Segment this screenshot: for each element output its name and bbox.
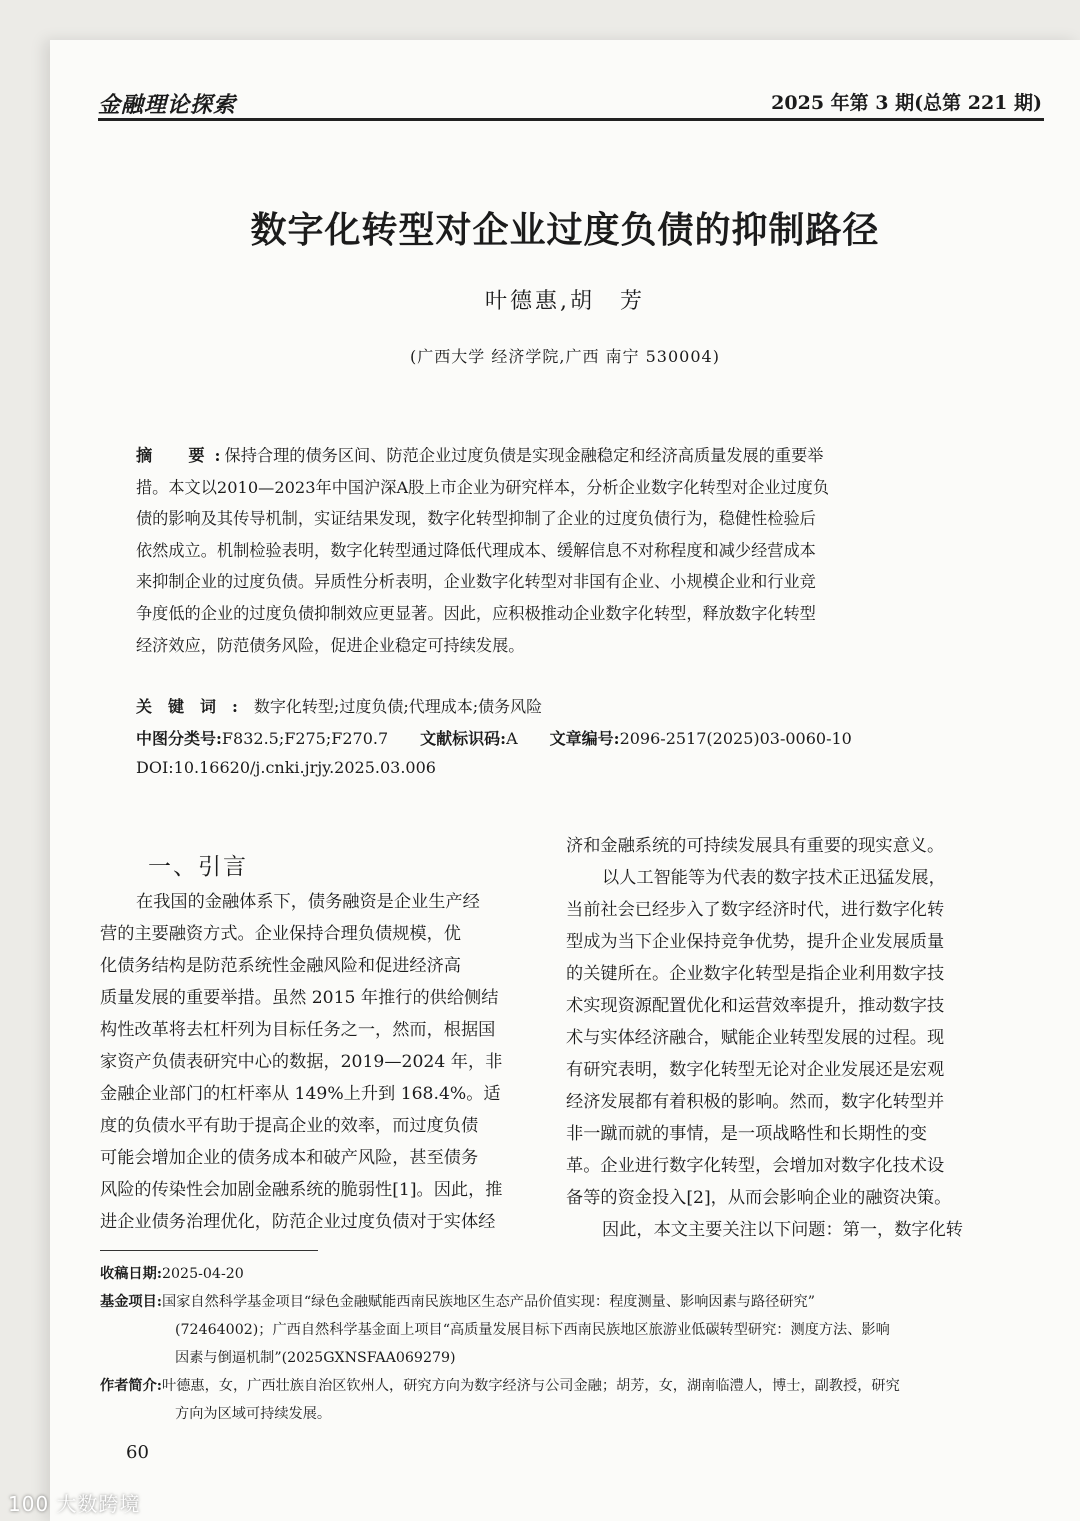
body-line: 非一蹴而就的事情，是一项战略性和长期性的变: [566, 1124, 927, 1144]
body-line: 质量发展的重要举措。虽然 2015 年推行的供给侧结: [100, 988, 499, 1008]
body-line: 术与实体经济融合，赋能企业转型发展的过程。现: [566, 1028, 945, 1048]
fund-line: (72464002)；广西自然科学基金面上项目“高质量发展目标下西南民族地区旅游业低碳转型研究：测度方法、影响: [175, 1322, 890, 1338]
abstract-line-0: 摘 要:保持合理的债务区间、防范企业过度负债是实现金融稳定和经济高质量发展的重要举: [136, 446, 824, 465]
section-heading: 一、引言: [148, 854, 248, 880]
authors: 叶德惠,胡 芳: [485, 289, 645, 314]
body-line: 构性改革将去杠杆列为目标任务之一，然而，根据国: [100, 1020, 496, 1040]
author-bio-line: 作者简介:叶德惠，女，广西壮族自治区钦州人，研究方向为数字经济与公司金融；胡芳，女，湖南临澧人，博士，副教授，研究: [100, 1378, 900, 1394]
header-rule: [98, 118, 1044, 121]
body-line: 革。企业进行数字化转型，会增加对数字化技术设: [566, 1156, 945, 1176]
abstract-label: 摘 要:: [136, 446, 231, 465]
author-bio-line: 方向为区域可持续发展。: [175, 1406, 332, 1422]
abstract-line: 经济效应，防范债务风险，促进企业稳定可持续发展。: [136, 635, 525, 655]
body-line: 型成为当下企业保持竞争优势，提升企业发展质量: [566, 932, 945, 952]
body-line: 以人工智能等为代表的数字技术正迅猛发展，: [602, 868, 946, 888]
body-line: 的关键所在。企业数字化转型是指企业利用数字技: [566, 964, 945, 984]
body-line: 进企业债务治理优化，防范企业过度负债对于实体经: [100, 1212, 496, 1232]
abstract-line: 债的影响及其传导机制，实证结果发现，数字化转型抑制了企业的过度负债行为，稳健性检验后: [136, 509, 816, 529]
doi: DOI:10.16620/j.cnki.jrjy.2025.03.006: [136, 758, 436, 777]
footnotes: [100, 1260, 1010, 1428]
issue-info: 2025 年第 3 期(总第 221 期): [771, 92, 1042, 114]
keywords-value: 数字化转型;过度负债;代理成本;债务风险: [253, 697, 543, 716]
body-line: 家资产负债表研究中心的数据，2019—2024 年，非: [100, 1052, 503, 1072]
clc-label: 中图分类号:: [136, 729, 222, 748]
fund-line: 基金项目:国家自然科学基金项目“绿色金融赋能西南民族地区生态产品价值实现：程度测量、影响因素与路径研究”: [100, 1294, 815, 1310]
right-column: [566, 830, 994, 1246]
page-number: 60: [126, 1442, 149, 1463]
abstract: [136, 440, 962, 661]
body-line: 度的负债水平有助于提高企业的效率，而过度负债: [100, 1116, 479, 1136]
body-line: 金融企业部门的杠杆率从 149%上升到 168.4%。适: [100, 1084, 501, 1104]
body-line: 术实现资源配置优化和运营效率提升，推动数字技: [566, 996, 945, 1016]
fund-line: 因素与倒逼机制”(2025GXNSFAA069279): [175, 1350, 456, 1366]
article-title: 数字化转型对企业过度负债的抑制路径: [250, 209, 880, 251]
abstract-line: 来抑制企业的过度负债。异质性分析表明，企业数字化转型对非国有企业、小规模企业和行业竞: [136, 572, 816, 592]
body-line: 备等的资金投入[2]，从而会影响企业的融资决策。: [566, 1188, 952, 1208]
abstract-line: 争度低的企业的过度负债抑制效应更显著。因此，应积极推动企业数字化转型，释放数字化转型: [136, 603, 816, 623]
article-number-label: 文章编号:: [549, 729, 620, 748]
keywords-label: 关键词:: [136, 697, 254, 716]
abstract-line: 措。本文以2010—2023年中国沪深A股上市企业为研究样本，分析企业数字化转型对企业过度负: [136, 477, 830, 497]
body-line: 可能会增加企业的债务成本和破产风险，甚至债务: [100, 1148, 479, 1168]
journal-name: 金融理论探索: [98, 92, 237, 118]
footnote-rule: [100, 1250, 318, 1251]
watermark: 100 大数跨境: [8, 1492, 141, 1516]
received-date: 收稿日期:2025-04-20: [100, 1266, 244, 1282]
body-line: 因此，本文主要关注以下问题：第一，数字化转: [602, 1220, 963, 1240]
left-column: [100, 886, 528, 1238]
keywords: [136, 694, 542, 717]
doc-code-value: A: [506, 729, 518, 748]
doc-code-label: 文献标识码:: [420, 729, 507, 748]
body-line: 经济发展都有着积极的影响。然而，数字化转型并: [566, 1092, 945, 1112]
journal-page: [50, 40, 1080, 1521]
body-line: 化债务结构是防范系统性金融风险和促进经济高: [100, 956, 461, 976]
article-number-value: 2096-2517(2025)03-0060-10: [619, 729, 852, 748]
body-line: 在我国的金融体系下，债务融资是企业生产经: [136, 892, 480, 912]
body-line: 当前社会已经步入了数字经济时代，进行数字化转: [566, 900, 945, 920]
clc-value: F832.5;F275;F270.7: [221, 729, 389, 748]
abstract-line: 依然成立。机制检验表明，数字化转型通过降低代理成本、缓解信息不对称程度和减少经营成本: [136, 540, 816, 560]
body-line: 风险的传染性会加剧金融系统的脆弱性[1]。因此，推: [100, 1180, 503, 1200]
classification-line: [136, 726, 852, 749]
body-line: 有研究表明，数字化转型无论对企业发展还是宏观: [566, 1060, 945, 1080]
body-line: 济和金融系统的可持续发展具有重要的现实意义。: [566, 836, 945, 856]
body-line: 营的主要融资方式。企业保持合理负债规模，优: [100, 924, 461, 944]
affiliation: (广西大学 经济学院,广西 南宁 530004): [410, 347, 720, 366]
